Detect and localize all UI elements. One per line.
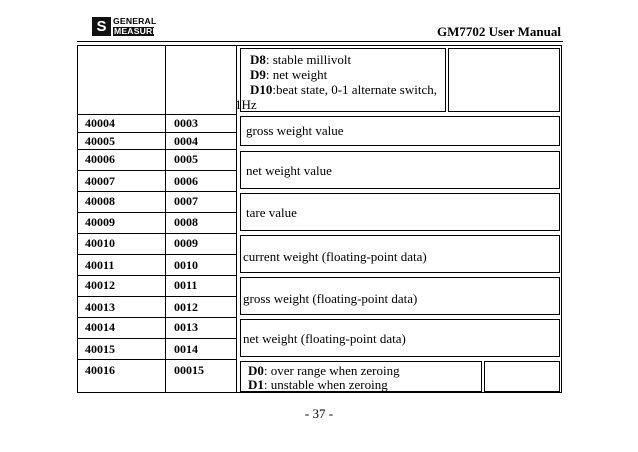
row-divider	[78, 359, 237, 360]
register-cell: 0008	[174, 215, 198, 229]
address-cell: 40008	[85, 194, 115, 208]
logo-line-general: GENERAL	[113, 16, 157, 26]
address-cell: 40006	[85, 152, 115, 166]
row-divider	[78, 149, 237, 150]
address-cell: 40014	[85, 320, 115, 334]
row-divider	[78, 254, 237, 255]
row-divider	[78, 132, 237, 133]
register-cell: 0013	[174, 320, 198, 334]
register-cell: 0003	[174, 116, 198, 130]
row-divider	[78, 212, 237, 213]
current-weight-float-description: current weight (floating-point data)	[243, 249, 427, 264]
row-divider	[78, 296, 237, 297]
row-divider	[78, 275, 237, 276]
tare-description: tare value	[246, 205, 297, 220]
bit-d1-description: D1: unstable when zeroing	[248, 377, 388, 392]
company-logo	[92, 16, 159, 36]
gross-weight-float-description: gross weight (floating-point data)	[243, 291, 418, 306]
address-cell: 40011	[85, 258, 115, 272]
row-divider	[78, 233, 237, 234]
register-cell: 0014	[174, 342, 198, 356]
column-divider-1	[165, 46, 166, 392]
address-cell: 40012	[85, 278, 115, 292]
row-divider	[78, 317, 237, 318]
row-divider	[78, 170, 237, 171]
address-cell: 40004	[85, 116, 115, 130]
register-cell: 0005	[174, 152, 198, 166]
gross-weight-description: gross weight value	[246, 123, 344, 138]
bit-d10-description: D10:beat state, 0-1 alternate switch,	[250, 82, 437, 97]
net-weight-float-description: net weight (floating-point data)	[243, 331, 406, 346]
address-cell: 40010	[85, 236, 115, 250]
register-cell: 0007	[174, 194, 198, 208]
address-cell: 40013	[85, 300, 115, 314]
register-cell: 0009	[174, 236, 198, 250]
manual-title: GM7702 User Manual	[437, 24, 561, 39]
logo-wordmark	[113, 16, 159, 36]
top-empty-cell	[448, 48, 560, 112]
last-empty-cell	[484, 361, 560, 392]
net-weight-description: net weight value	[246, 163, 332, 178]
bit-d0-description: D0: over range when zeroing	[248, 363, 400, 378]
header-rule	[77, 41, 563, 42]
address-cell: 40005	[85, 134, 115, 148]
register-cell: 0004	[174, 134, 198, 148]
address-cell: 40016	[85, 363, 115, 377]
bit-d10-continuation: 1Hz	[235, 97, 257, 112]
register-table	[77, 45, 562, 393]
row-divider	[78, 114, 237, 115]
register-cell: 0010	[174, 258, 198, 272]
row-divider	[78, 191, 237, 192]
logo-emblem-icon: S	[92, 17, 111, 36]
bit-d9-description: D9: net weight	[250, 67, 328, 82]
row-divider	[78, 338, 237, 339]
address-cell: 40009	[85, 215, 115, 229]
page-number: - 37 -	[304, 406, 334, 421]
bit-d8-description: D8: stable millivolt	[250, 52, 352, 67]
register-cell: 0006	[174, 174, 198, 188]
logo-line-measure: MEASURE	[114, 25, 159, 36]
register-cell: 0012	[174, 300, 198, 314]
address-cell: 40007	[85, 174, 115, 188]
register-cell: 00015	[174, 363, 204, 377]
register-cell: 0011	[174, 278, 198, 292]
address-cell: 40015	[85, 342, 115, 356]
